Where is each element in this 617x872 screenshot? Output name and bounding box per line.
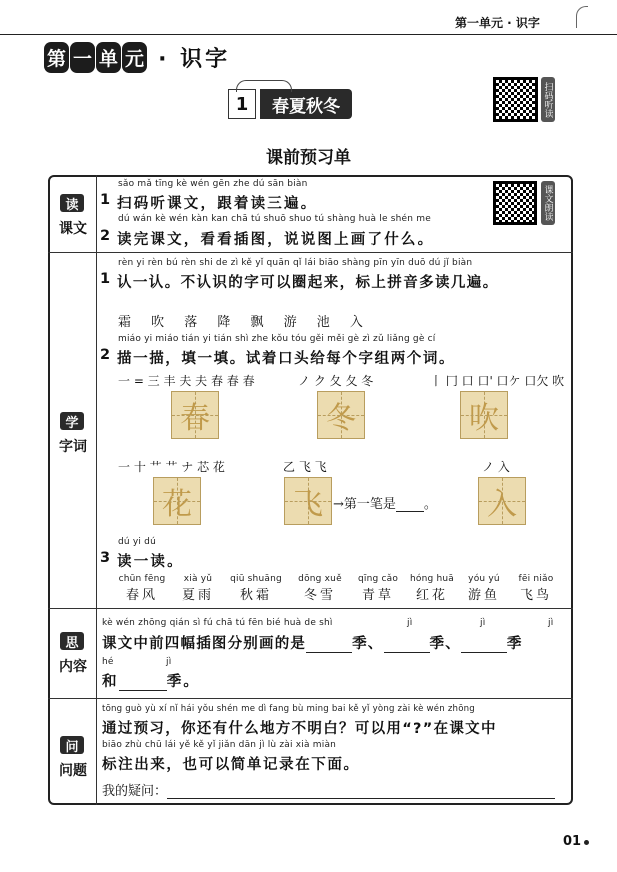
- trace-grid[interactable]: [460, 391, 508, 439]
- first-stroke-prompt: [333, 493, 437, 512]
- answer-blank[interactable]: [396, 498, 424, 512]
- qr-code-icon[interactable]: [493, 181, 537, 225]
- unit-char: 第: [44, 42, 69, 73]
- think-question-text: 课文中前四幅插图分别画的是: [102, 636, 307, 652]
- learn-instruction: 认一认。不认识的字可以圈起来，标上拼音多读几遍。: [117, 275, 499, 291]
- stroke-order: ノ 入: [482, 460, 510, 474]
- pinyin-line: miáo yi miáo tián yi tián shì zhe kǒu tóu gěi měi gè zì zǔ liǎng gè cí: [118, 334, 436, 344]
- row-divider: [48, 698, 573, 699]
- word-entry: hóng huā 红花: [409, 574, 454, 603]
- page-subtitle: 课前预习单: [266, 148, 351, 168]
- season-suffix: 季。: [166, 674, 201, 690]
- stroke-order: 丨 冂 口 口' 口ケ 口欠 吹: [430, 374, 565, 388]
- unit-char: 一: [70, 42, 95, 73]
- word-entry: qiū shuāng 秋霜: [230, 574, 282, 603]
- my-question: [102, 780, 555, 799]
- trace-char: 春: [180, 401, 210, 436]
- answer-blank[interactable]: [119, 677, 167, 691]
- lesson-title: [228, 89, 352, 119]
- stroke-order: 乙 飞 飞: [283, 460, 327, 474]
- page-number: 01: [563, 834, 582, 849]
- section-label-read: 课文: [59, 221, 87, 237]
- section-label-think: 内容: [59, 659, 87, 675]
- period: 。: [423, 497, 437, 512]
- page-dot: [584, 840, 589, 845]
- ask-instruction: 通过预习，你还有什么地方不明白？可以用“?”在课文中: [102, 721, 497, 737]
- season-suffix: 季、: [352, 636, 384, 652]
- section-badge-read: 读: [60, 194, 84, 212]
- question-answer-line[interactable]: [167, 785, 555, 799]
- answer-blank[interactable]: [384, 639, 430, 653]
- pinyin-line: biāo zhù chū lái yě kě yǐ jiǎn dān jì lù zài xià miàn: [102, 740, 337, 750]
- word-entry: xià yǔ 夏雨: [181, 574, 214, 603]
- answer-blank[interactable]: [461, 639, 507, 653]
- trace-grid[interactable]: [284, 477, 332, 525]
- pinyin-ji: jì: [480, 618, 486, 628]
- answer-blank[interactable]: [306, 639, 352, 653]
- first-stroke-label: →第一笔是: [333, 497, 396, 512]
- column-divider: [96, 175, 97, 805]
- running-header: 第一单元 · 识字: [455, 16, 540, 30]
- pinyin-line: rèn yi rèn bú rèn shi de zì kě yǐ quān qǐ lái biāo shàng pīn yīn duō dú jǐ biàn: [118, 258, 473, 268]
- learn-instruction: 描一描，填一填。试着口头给每个字组两个词。: [117, 351, 456, 367]
- section-badge-learn: 学: [60, 412, 84, 430]
- stroke-order: ノ ク 夂 夂 冬: [298, 374, 374, 388]
- word-entry: qīng cǎo 青草: [357, 574, 399, 603]
- think-question-text: 和: [102, 674, 119, 690]
- word-entry: dōng xuě 冬雪: [298, 574, 342, 603]
- learn-item-number: 2: [100, 347, 113, 363]
- trace-char: 花: [162, 487, 192, 522]
- trace-grid[interactable]: [153, 477, 201, 525]
- read-item-number: 1: [100, 192, 113, 208]
- learn-item-number: 3: [100, 550, 113, 566]
- section-badge-think: 思: [60, 632, 84, 650]
- my-question-label: 我的疑问：: [102, 784, 168, 799]
- trace-grid[interactable]: [317, 391, 365, 439]
- section-label-learn: 字词: [59, 439, 87, 455]
- think-question-2: [102, 670, 200, 691]
- page-curl-decoration: [576, 6, 588, 28]
- pinyin-line: tōng guò yù xí nǐ hái yǒu shén me dì fang bù ming bai kě yǐ yòng zài kè wén zhōng: [102, 704, 475, 714]
- pinyin-line: sǎo mǎ tīng kè wén gēn zhe dú sān biàn: [118, 179, 308, 189]
- trace-char: 入: [487, 487, 517, 522]
- unit-subtitle: · 识字: [158, 46, 231, 72]
- trace-char: 吹: [469, 401, 499, 436]
- trace-grid[interactable]: [478, 477, 526, 525]
- learn-instruction: 读一读。: [117, 554, 184, 570]
- lesson-number: 1: [228, 89, 256, 119]
- section-label-ask: 问题: [59, 763, 87, 779]
- pinyin-line: hé: [102, 657, 114, 667]
- pinyin-line: dú wán kè wén kàn kan chā tú shuō shuo tú shàng huà le shén me: [118, 214, 431, 224]
- stroke-order: 一 十 艹 艹 ナ 芯 花: [118, 460, 225, 474]
- read-instruction: 扫码听课文，跟着读三遍。: [117, 196, 318, 212]
- unit-title: [44, 42, 230, 72]
- word-entry: chūn fēng 春风: [118, 574, 166, 603]
- trace-grid[interactable]: [171, 391, 219, 439]
- season-suffix: 季: [506, 636, 523, 652]
- word-list: 霜 吹 落 降 飘 游 池 入: [118, 315, 371, 330]
- qr-tag: 课文朗读: [541, 181, 555, 225]
- pinyin-line: dú yi dú: [118, 537, 156, 547]
- qr-tag: 扫码听读: [541, 77, 555, 122]
- trace-char: 冬: [326, 401, 356, 436]
- stroke-order: 一 = 三 丰 夫 夫 春 春 春: [118, 374, 255, 388]
- lesson-name: 春夏秋冬: [260, 89, 352, 119]
- unit-char: 单: [96, 42, 121, 73]
- lesson-arc-decoration: [236, 80, 292, 92]
- unit-char: 元: [122, 42, 147, 73]
- word-entry: fēi niǎo 飞鸟: [518, 574, 554, 603]
- pinyin-ji: jì: [407, 618, 413, 628]
- think-question: [102, 632, 523, 653]
- read-word-list: [113, 574, 563, 604]
- season-suffix: 季、: [429, 636, 461, 652]
- read-instruction: 读完课文，看看插图，说说图上画了什么。: [117, 232, 435, 248]
- learn-item-number: 1: [100, 271, 113, 287]
- header-rule: [0, 34, 617, 35]
- read-item-number: 2: [100, 228, 113, 244]
- ask-instruction: 标注出来，也可以简单记录在下面。: [102, 757, 360, 773]
- trace-char: 飞: [293, 487, 323, 522]
- pinyin-line: kè wén zhōng qián sì fú chā tú fēn bié huà de shì: [102, 618, 333, 628]
- pinyin-ji: jì: [166, 657, 172, 667]
- row-divider: [48, 608, 573, 609]
- word-entry: yóu yú 游鱼: [467, 574, 500, 603]
- row-divider: [48, 252, 573, 253]
- qr-code-icon[interactable]: [493, 77, 538, 122]
- pinyin-ji: jì: [548, 618, 554, 628]
- section-badge-ask: 问: [60, 736, 84, 754]
